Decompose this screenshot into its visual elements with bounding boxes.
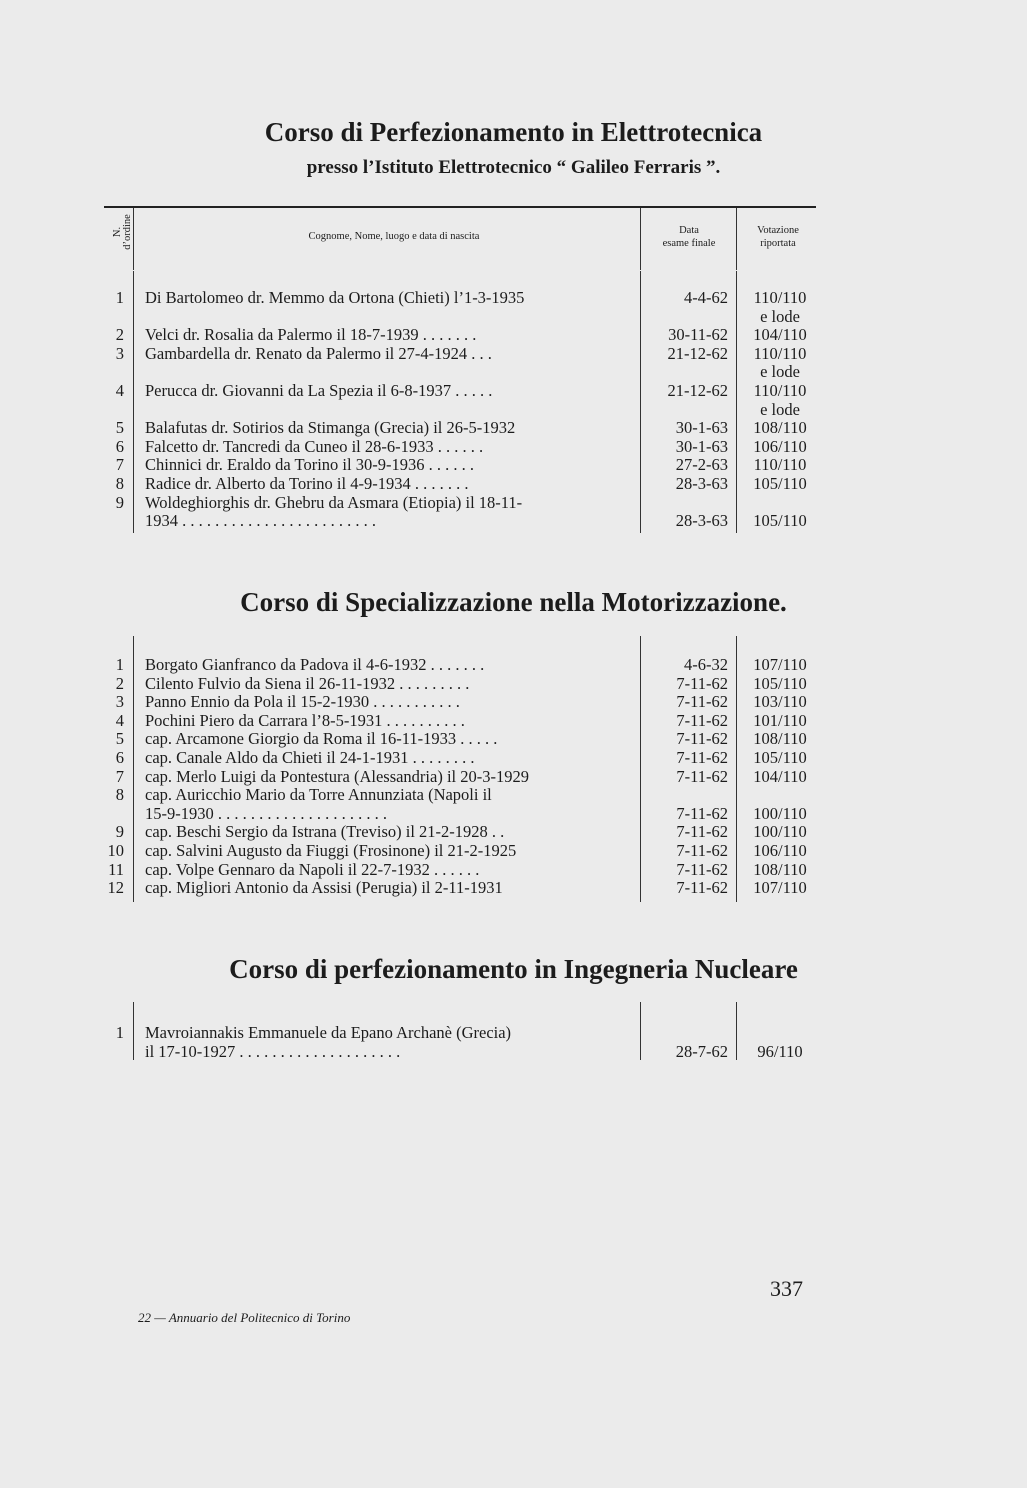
row-vote: 105/110	[753, 511, 807, 531]
section1-subtitle: presso l’Istituto Elettrotecnico “ Galileo Ferraris ”.	[306, 157, 721, 178]
section3-rows	[104, 1024, 816, 1061]
row-vote: 106/110	[753, 436, 807, 456]
row-exam-date: 28-3-63	[675, 511, 728, 531]
table-row	[104, 861, 816, 880]
row-name: cap. Merlo Luigi da Pontestura (Alessandria) il 20-3-1929	[145, 767, 529, 786]
table-row	[104, 823, 816, 842]
table-row	[104, 749, 816, 768]
row-vote: 100/110	[753, 822, 807, 842]
row-number: 5	[115, 418, 124, 438]
header-date	[642, 224, 736, 250]
table-row	[104, 842, 816, 861]
row-number: 2	[115, 673, 124, 693]
row-number: 3	[115, 343, 124, 363]
row-name: Balafutas dr. Sotirios da Stimanga (Grecia) il 26-5-1932	[145, 419, 516, 438]
row-number: 2	[115, 325, 124, 345]
header-number: N. d’ordine	[112, 214, 133, 250]
header-date-line2: esame finale	[662, 238, 716, 249]
row-exam-date: 21-12-62	[667, 380, 728, 400]
row-vote: 96/110	[757, 1041, 803, 1061]
row-exam-date: 4-4-62	[684, 288, 728, 307]
table-row	[104, 438, 816, 457]
row-exam-date: 7-11-62	[676, 803, 728, 823]
table-row	[104, 786, 816, 823]
row-number: 6	[115, 747, 124, 767]
row-vote-honors: e lode	[760, 399, 800, 419]
row-vote-honors: e lode	[760, 306, 800, 326]
row-exam-date: 7-11-62	[676, 710, 728, 730]
row-name: cap. Arcamone Giorgio da Roma il 16-11-1933 . . . . .	[145, 730, 498, 749]
section1-title: Corso di Perfezionamento in Elettrotecnica	[264, 117, 763, 147]
row-name-continuation: 1934 . . . . . . . . . . . . . . . . . . . . . . . .	[145, 512, 376, 531]
column-divider	[640, 208, 641, 270]
table-row	[104, 712, 816, 731]
row-number: 8	[115, 473, 124, 493]
row-exam-date: 7-11-62	[676, 692, 728, 712]
column-divider	[736, 208, 737, 270]
row-exam-date: 7-11-62	[676, 822, 728, 842]
row-number: 7	[115, 455, 124, 475]
row-name: Velci dr. Rosalia da Palermo il 18-7-1939 . . . . . . .	[145, 326, 477, 345]
row-name: Cilento Fulvio da Siena il 26-11-1932 . . . . . . . . .	[145, 674, 470, 693]
section1-rows	[104, 289, 816, 531]
section2-rows	[104, 656, 816, 898]
row-name: Pochini Piero da Carrara l’8-5-1931 . . . . . . . . . .	[145, 711, 465, 730]
row-exam-date: 7-11-62	[676, 878, 728, 898]
row-vote: 110/110	[753, 455, 807, 475]
row-number: 4	[115, 380, 124, 400]
row-number: 8	[115, 785, 124, 805]
header-vote-line2: riportata	[760, 238, 796, 249]
row-vote: 105/110	[753, 473, 807, 493]
row-name: Gambardella dr. Renato da Palermo il 27-4-1924 . . .	[145, 344, 492, 363]
row-exam-date: 28-3-63	[675, 473, 728, 493]
row-number: 1	[115, 288, 124, 307]
row-name-continuation: 15-9-1930 . . . . . . . . . . . . . . . . . . . . .	[145, 804, 387, 823]
header-vote-line1: Votazione	[757, 225, 799, 236]
row-vote: 104/110	[753, 766, 807, 786]
row-number: 11	[108, 859, 124, 879]
row-exam-date: 30-1-63	[675, 436, 728, 456]
row-number: 10	[107, 840, 124, 860]
row-vote: 103/110	[753, 692, 807, 712]
row-exam-date: 7-11-62	[676, 840, 728, 860]
section3-title: Corso di perfezionamento in Ingegneria Nucleare	[229, 954, 798, 984]
header-name: Cognome, Nome, luogo e data di nascita	[308, 231, 480, 242]
row-vote: 107/110	[753, 878, 807, 898]
row-vote: 100/110	[753, 803, 807, 823]
row-name: cap. Beschi Sergio da Istrana (Treviso) il 21-2-1928 . .	[145, 823, 505, 842]
table-row	[104, 345, 816, 382]
row-number: 4	[115, 710, 124, 730]
table-row	[104, 419, 816, 438]
row-vote: 101/110	[753, 710, 807, 730]
row-number: 3	[115, 692, 124, 712]
row-number: 9	[115, 492, 124, 512]
row-name: cap. Canale Aldo da Chieti il 24-1-1931 . . . . . . . .	[145, 748, 475, 767]
header-date-line1: Data	[679, 225, 699, 236]
header-vote	[738, 224, 818, 250]
row-vote: 105/110	[753, 747, 807, 767]
row-name: Radice dr. Alberto da Torino il 4-9-1934 . . . . . . .	[145, 474, 469, 493]
row-number: 6	[115, 436, 124, 456]
column-divider	[133, 208, 134, 270]
row-vote: 104/110	[753, 325, 807, 345]
row-name: Panno Ennio da Pola il 15-2-1930 . . . . . . . . . . .	[145, 693, 460, 712]
row-vote: 108/110	[753, 859, 807, 879]
row-exam-date: 21-12-62	[667, 343, 728, 363]
row-name: Perucca dr. Giovanni da La Spezia il 6-8-1937 . . . . .	[145, 381, 493, 400]
row-vote-honors: e lode	[760, 362, 800, 382]
page-number: 337	[770, 1276, 803, 1301]
row-exam-date: 28-7-62	[675, 1041, 728, 1061]
row-vote: 108/110	[753, 729, 807, 749]
row-name: cap. Migliori Antonio da Assisi (Perugia) il 2-11-1931	[145, 879, 503, 898]
table-row	[104, 475, 816, 494]
row-number: 5	[115, 729, 124, 749]
row-number: 1	[115, 655, 124, 674]
row-name: Chinnici dr. Eraldo da Torino il 30-9-1936 . . . . . .	[145, 456, 474, 475]
row-name: Falcetto dr. Tancredi da Cuneo il 28-6-1933 . . . . . .	[145, 437, 484, 456]
table-row	[104, 289, 816, 326]
row-vote: 110/110	[753, 343, 807, 363]
row-name: Woldeghiorghis dr. Ghebru da Asmara (Etiopia) il 18-11-	[145, 493, 523, 512]
table-row	[104, 456, 816, 475]
row-name: cap. Auricchio Mario da Torre Annunziata (Napoli il	[145, 786, 492, 805]
table-row	[104, 656, 816, 675]
row-number: 12	[107, 878, 124, 898]
row-name-continuation: il 17-10-1927 . . . . . . . . . . . . . . . . . . . .	[145, 1042, 401, 1061]
table-row	[104, 326, 816, 345]
row-vote: 106/110	[753, 840, 807, 860]
row-exam-date: 7-11-62	[676, 859, 728, 879]
row-exam-date: 27-2-63	[675, 455, 728, 475]
row-exam-date: 4-6-32	[684, 655, 728, 674]
table-row	[104, 693, 816, 712]
row-exam-date: 30-1-63	[675, 418, 728, 438]
table-row	[104, 1024, 816, 1061]
row-name: cap. Volpe Gennaro da Napoli il 22-7-1932 . . . . . .	[145, 860, 480, 879]
row-exam-date: 7-11-62	[676, 673, 728, 693]
row-exam-date: 7-11-62	[676, 729, 728, 749]
table-row	[104, 730, 816, 749]
row-exam-date: 30-11-62	[668, 325, 728, 345]
table-row	[104, 494, 816, 531]
row-exam-date: 7-11-62	[676, 747, 728, 767]
row-vote: 105/110	[753, 673, 807, 693]
table-row	[104, 382, 816, 419]
row-name: Mavroiannakis Emmanuele da Epano Archanè (Grecia)	[145, 1024, 512, 1042]
row-number: 1	[115, 1023, 124, 1042]
row-vote: 110/110	[753, 380, 807, 400]
row-vote: 108/110	[753, 418, 807, 438]
footer-running-title: 22 — Annuario del Politecnico di Torino	[138, 1310, 351, 1325]
row-vote: 110/110	[753, 288, 807, 307]
header-top-rule	[104, 206, 816, 208]
row-number: 7	[115, 766, 124, 786]
section2-title: Corso di Specializzazione nella Motorizzazione.	[240, 587, 787, 617]
row-name: Di Bartolomeo dr. Memmo da Ortona (Chieti) l’1-3-1935	[145, 289, 525, 307]
table-row	[104, 675, 816, 694]
row-number: 9	[115, 822, 124, 842]
table-row	[104, 768, 816, 787]
row-name: cap. Salvini Augusto da Fiuggi (Frosinone) il 21-2-1925	[145, 841, 517, 860]
row-exam-date: 7-11-62	[676, 766, 728, 786]
table-row	[104, 879, 816, 898]
row-name: Borgato Gianfranco da Padova il 4-6-1932 . . . . . . .	[145, 656, 485, 674]
row-vote: 107/110	[753, 655, 807, 674]
